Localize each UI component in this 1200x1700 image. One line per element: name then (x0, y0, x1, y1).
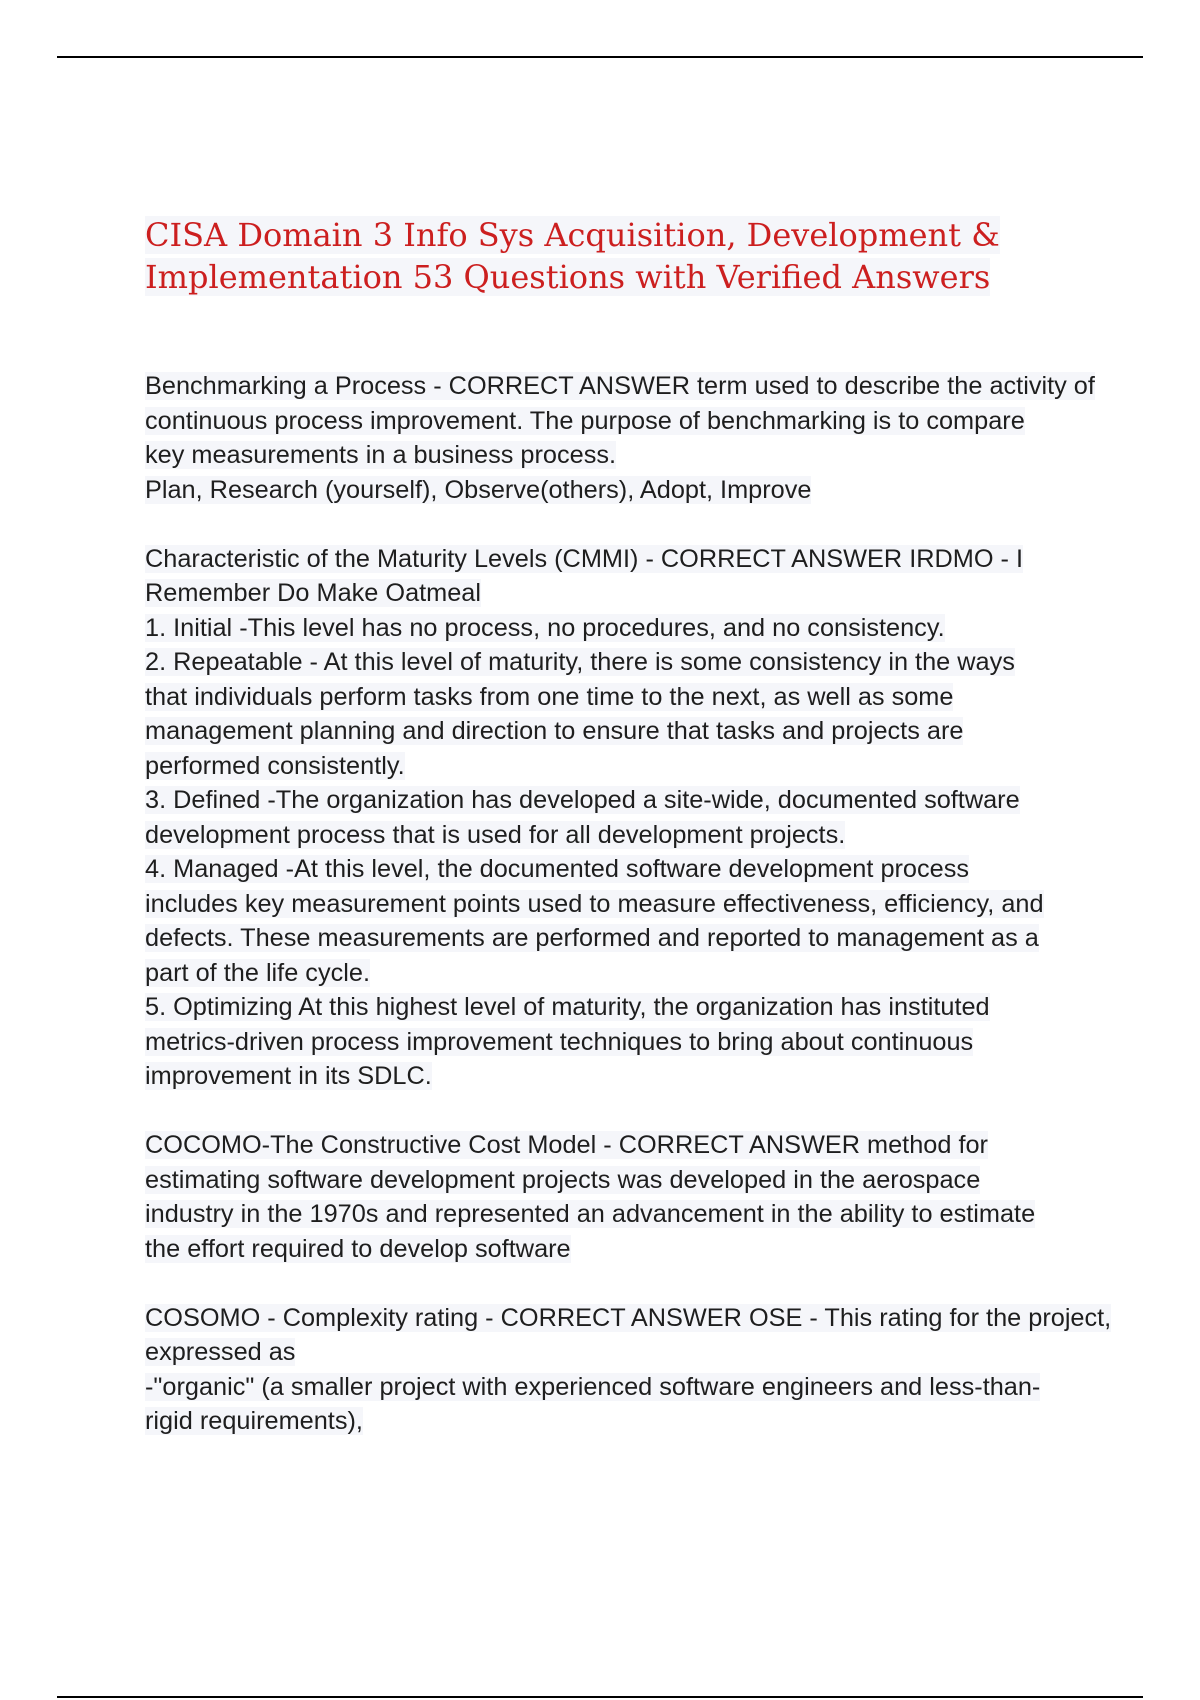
entry-line: -"organic" (a smaller project with experienced software engineers and less-than- (145, 1372, 1041, 1401)
entry-line: expressed as (145, 1338, 296, 1366)
entry-line: 2. Repeatable - At this level of maturity, there is some consistency in the ways (145, 648, 1015, 676)
entry-line: improvement in its SDLC. (145, 1062, 432, 1090)
entry-line: metrics-driven process improvement techniques to bring about continuous (145, 1027, 974, 1056)
entry-line: includes key measurement points used to measure effectiveness, efficiency, and (145, 889, 1044, 918)
entry-line: the effort required to develop software (145, 1234, 571, 1263)
entry-line: part of the life cycle. (145, 958, 370, 987)
entry-line: 5. Optimizing At this highest level of maturity, the organization has instituted (145, 993, 990, 1021)
entry-line: COCOMO-The Constructive Cost Model - CORRECT ANSWER method for (145, 1131, 988, 1159)
entry-line: defects. These measurements are performed and reported to management as a (145, 924, 1039, 952)
entry-line: 4. Managed -At this level, the documented software development process (145, 855, 970, 883)
entry-line: Characteristic of the Maturity Levels (CMMI) - CORRECT ANSWER IRDMO - I (145, 544, 1024, 573)
entry-line: industry in the 1970s and represented an advancement in the ability to estimate (145, 1200, 1036, 1228)
entry-line: continuous process improvement. The purpose of benchmarking is to compare (145, 406, 1025, 435)
entry-line: estimating software development projects was developed in the aerospace (145, 1165, 981, 1194)
entry-line: performed consistently. (145, 751, 405, 780)
entry-line: 1. Initial -This level has no process, no procedures, and no consistency. (145, 613, 945, 642)
title-line: Implementation 53 Questions with Verified Answers (145, 258, 991, 296)
entry-cosomo (145, 1301, 1112, 1439)
entry-line: that individuals perform tasks from one time to the next, as well as some (145, 682, 954, 711)
entry-line: Remember Do Make Oatmeal (145, 579, 481, 607)
entry-line: Plan, Research (yourself), Observe(others), Adopt, Improve (145, 475, 812, 504)
entry-line: management planning and direction to ensure that tasks and projects are (145, 717, 964, 745)
document-title (145, 214, 1025, 298)
entry-line: development process that is used for all development projects. (145, 820, 846, 849)
entry-line: key measurements in a business process. (145, 441, 617, 469)
title-line: CISA Domain 3 Info Sys Acquisition, Development & (145, 216, 1000, 254)
entry-line: 3. Defined -The organization has developed a site-wide, documented software (145, 786, 1020, 814)
footer-rule (57, 1696, 1143, 1698)
entry-line: Benchmarking a Process - CORRECT ANSWER term used to describe the activity of (145, 372, 1095, 400)
entry-cocomo (145, 1128, 1095, 1266)
entry-benchmarking (145, 369, 1095, 507)
entry-line: COSOMO - Complexity rating - CORRECT ANSWER OSE - This rating for the project, (145, 1303, 1112, 1332)
entry-maturity-levels (145, 542, 1095, 1094)
header-rule (57, 56, 1143, 58)
document-body (145, 369, 1112, 1473)
entry-line: rigid requirements), (145, 1407, 363, 1435)
